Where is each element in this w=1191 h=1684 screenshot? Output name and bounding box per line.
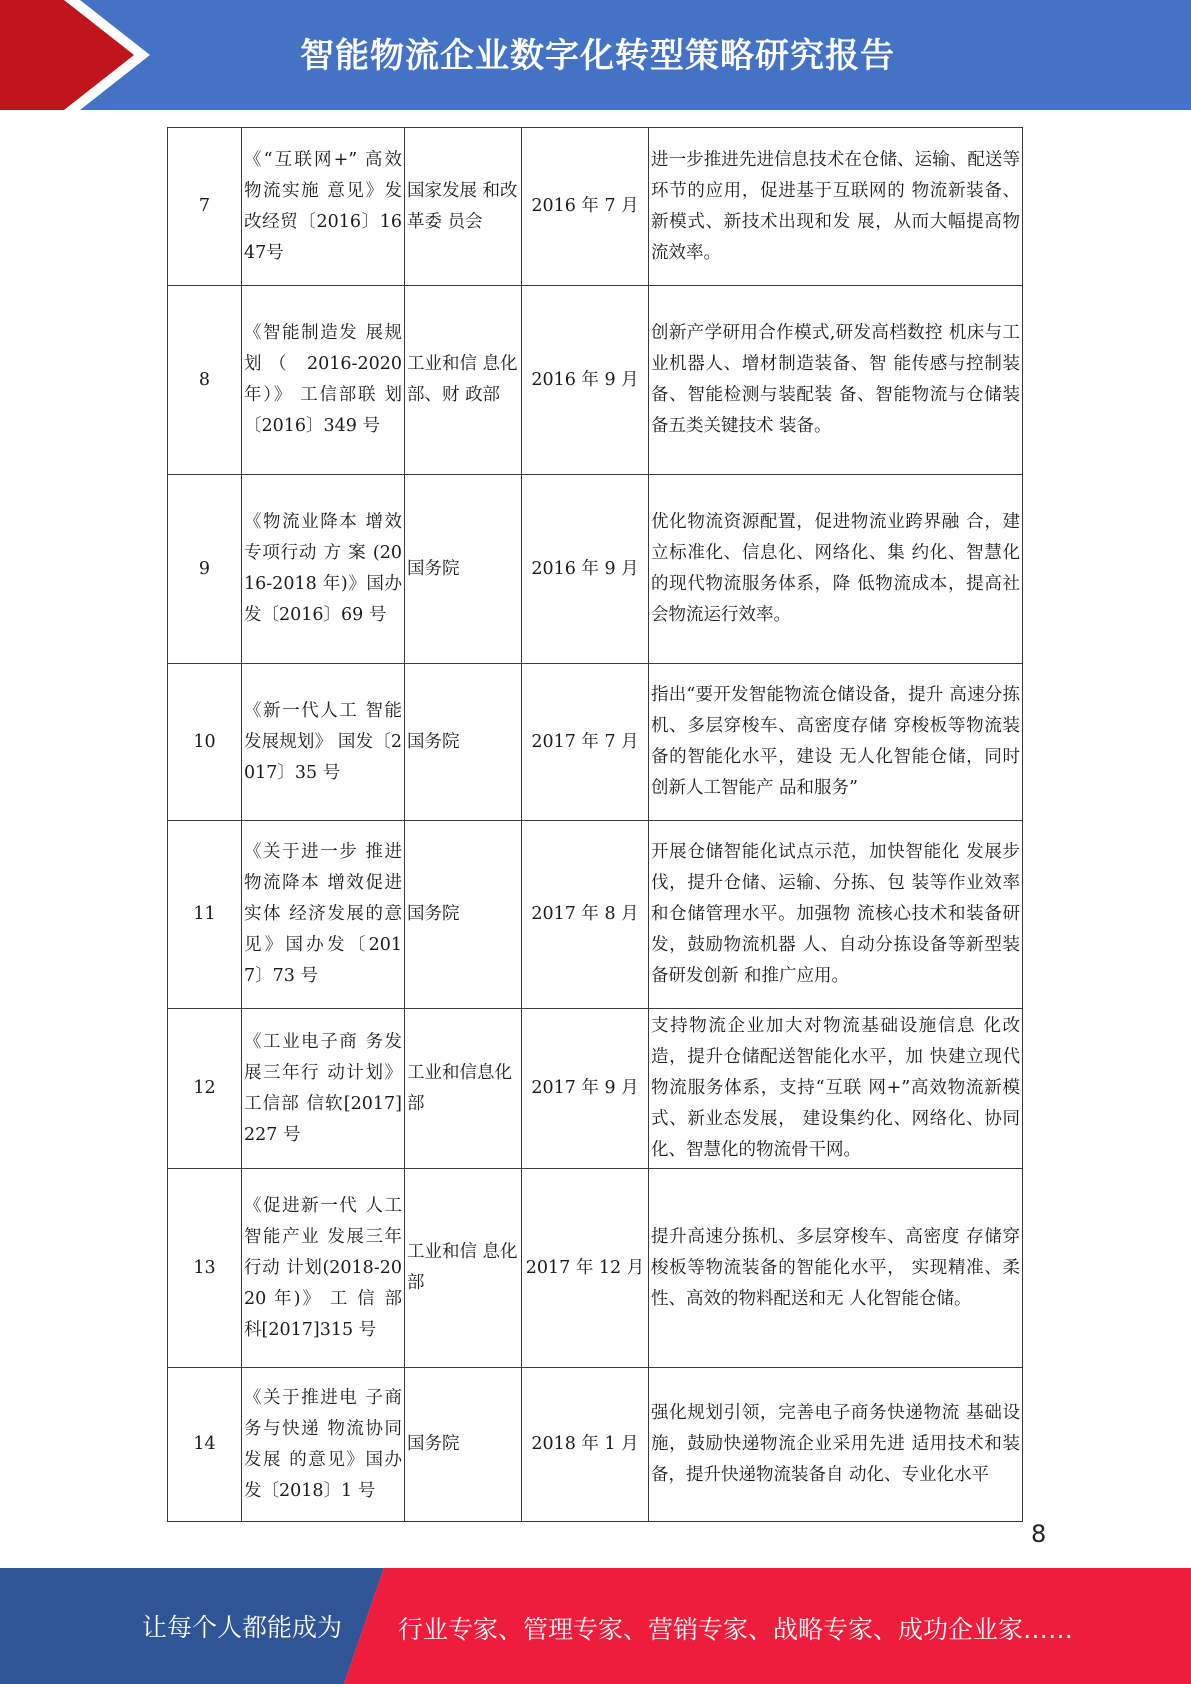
policy-date: 2016 年 7 月: [522, 128, 649, 286]
table-row: [168, 128, 1023, 286]
policy-date: 2016 年 9 月: [522, 286, 649, 475]
table-row: [168, 1169, 1023, 1368]
page-header: [0, 0, 1191, 110]
row-number: 14: [168, 1368, 242, 1522]
policy-date: 2017 年 9 月: [522, 1009, 649, 1169]
policy-issuer: 国务院: [405, 1368, 522, 1522]
policy-content: 进一步推进先进信息技术在仓储、运输、配送等环节的应用，促进基于互联网的 物流新装备、新模式、新技术出现和发 展，从而大幅提高物流效率。: [649, 128, 1023, 286]
policy-title: 《新一代人工 智能发展规划》 国发〔2017〕35 号: [242, 664, 405, 821]
table-row: [168, 1368, 1023, 1522]
policy-content: 指出“要开发智能物流仓储设备，提升 高速分拣机、多层穿梭车、高密度存储 穿梭板等物流装备的智能化水平，建设 无人化智能仓储，同时创新人工智能产 品和服务”: [649, 664, 1023, 821]
row-number: 8: [168, 286, 242, 475]
policy-title: 《工业电子商 务发展三年行 动计划》工信部 信软[2017]227 号: [242, 1009, 405, 1169]
policy-title: 《关于推进电 子商务与快递 物流协同发展 的意见》国办发〔2018〕1 号: [242, 1368, 405, 1522]
policy-date: 2017 年 7 月: [522, 664, 649, 821]
table-row: [168, 664, 1023, 821]
policy-title: 《智能制造发 展规 划（ 2016-2020 年）》 工信部联 划〔2016〕349 号: [242, 286, 405, 475]
row-number: 9: [168, 475, 242, 664]
policy-issuer: 国务院: [405, 664, 522, 821]
policy-content: 提升高速分拣机、多层穿梭车、高密度 存储穿梭板等物流装备的智能化水平， 实现精准、柔性、高效的物料配送和无 人化智能仓储。: [649, 1169, 1023, 1368]
policy-date: 2018 年 1 月: [522, 1368, 649, 1522]
policy-content: 支持物流企业加大对物流基础设施信息 化改造，提升仓储配送智能化水平，加 快建立现代物流服务体系，支持“互联 网+”高效物流新模式、新业态发展， 建设集约化、网络化、协同化、智慧化的物流骨干网。: [649, 1009, 1023, 1169]
table-row: [168, 286, 1023, 475]
page-footer: [0, 1568, 1191, 1684]
policy-issuer: 工业和信息化部: [405, 1009, 522, 1169]
policy-date: 2016 年 9 月: [522, 475, 649, 664]
table-row: [168, 821, 1023, 1009]
policy-issuer: 工业和信 息化部: [405, 1169, 522, 1368]
policy-issuer: 国务院: [405, 475, 522, 664]
policy-issuer: 工业和信 息化部、财 政部: [405, 286, 522, 475]
policy-content: 优化物流资源配置，促进物流业跨界融 合，建立标准化、信息化、网络化、集 约化、智慧化的现代物流服务体系，降 低物流成本，提高社会物流运行效率。: [649, 475, 1023, 664]
header-chevron-decoration: [0, 0, 160, 110]
row-number: 7: [168, 128, 242, 286]
policy-content: 强化规划引领，完善电子商务快递物流 基础设施，鼓励快递物流企业采用先进 适用技术和装备，提升快递物流装备自 动化、专业化水平: [649, 1368, 1023, 1522]
policy-table: [167, 127, 1023, 1522]
row-number: 10: [168, 664, 242, 821]
policy-issuer: 国家发展 和改革委 员会: [405, 128, 522, 286]
policy-content: 开展仓储智能化试点示范，加快智能化 发展步伐，提升仓储、运输、分拣、包 装等作业效率和仓储管理水平。加强物 流核心技术和装备研发，鼓励物流机器 人、自动分拣设备等新型装备研发创新 和推广应用。: [649, 821, 1023, 1009]
row-number: 12: [168, 1009, 242, 1169]
table-row: [168, 475, 1023, 664]
footer-slogan-right: 行业专家、管理专家、营销专家、战略专家、成功企业家……: [398, 1615, 1074, 1644]
policy-issuer: 国务院: [405, 821, 522, 1009]
policy-date: 2017 年 8 月: [522, 821, 649, 1009]
policy-title: 《关于进一步 推进物流降本 增效促进实体 经济发展的意 见》国办发〔2017〕73 号: [242, 821, 405, 1009]
row-number: 11: [168, 821, 242, 1009]
policy-content: 创新产学研用合作模式,研发高档数控 机床与工业机器人、增材制造装备、智 能传感与控制装备、智能检测与装配装 备、智能物流与仓储装备五类关键技术 装备。: [649, 286, 1023, 475]
row-number: 13: [168, 1169, 242, 1368]
report-title: 智能物流企业数字化转型策略研究报告: [300, 36, 895, 76]
policy-title: 《“互联网+” 高效物流实施 意见》发改经贸〔2016〕1647号: [242, 128, 405, 286]
policy-title: 《物流业降本 增效专项行动 方 案 (2016-2018 年)》国办发〔2016〕69 号: [242, 475, 405, 664]
policy-date: 2017 年 12 月: [522, 1169, 649, 1368]
table-row: [168, 1009, 1023, 1169]
footer-slogan-left: 让每个人都能成为: [142, 1613, 343, 1642]
page-number: 8: [1031, 1520, 1047, 1548]
policy-title: 《促进新一代 人工智能产业 发展三年行动 计划(2018-2020 年)》 工 信 部 科[2017]315 号: [242, 1169, 405, 1368]
